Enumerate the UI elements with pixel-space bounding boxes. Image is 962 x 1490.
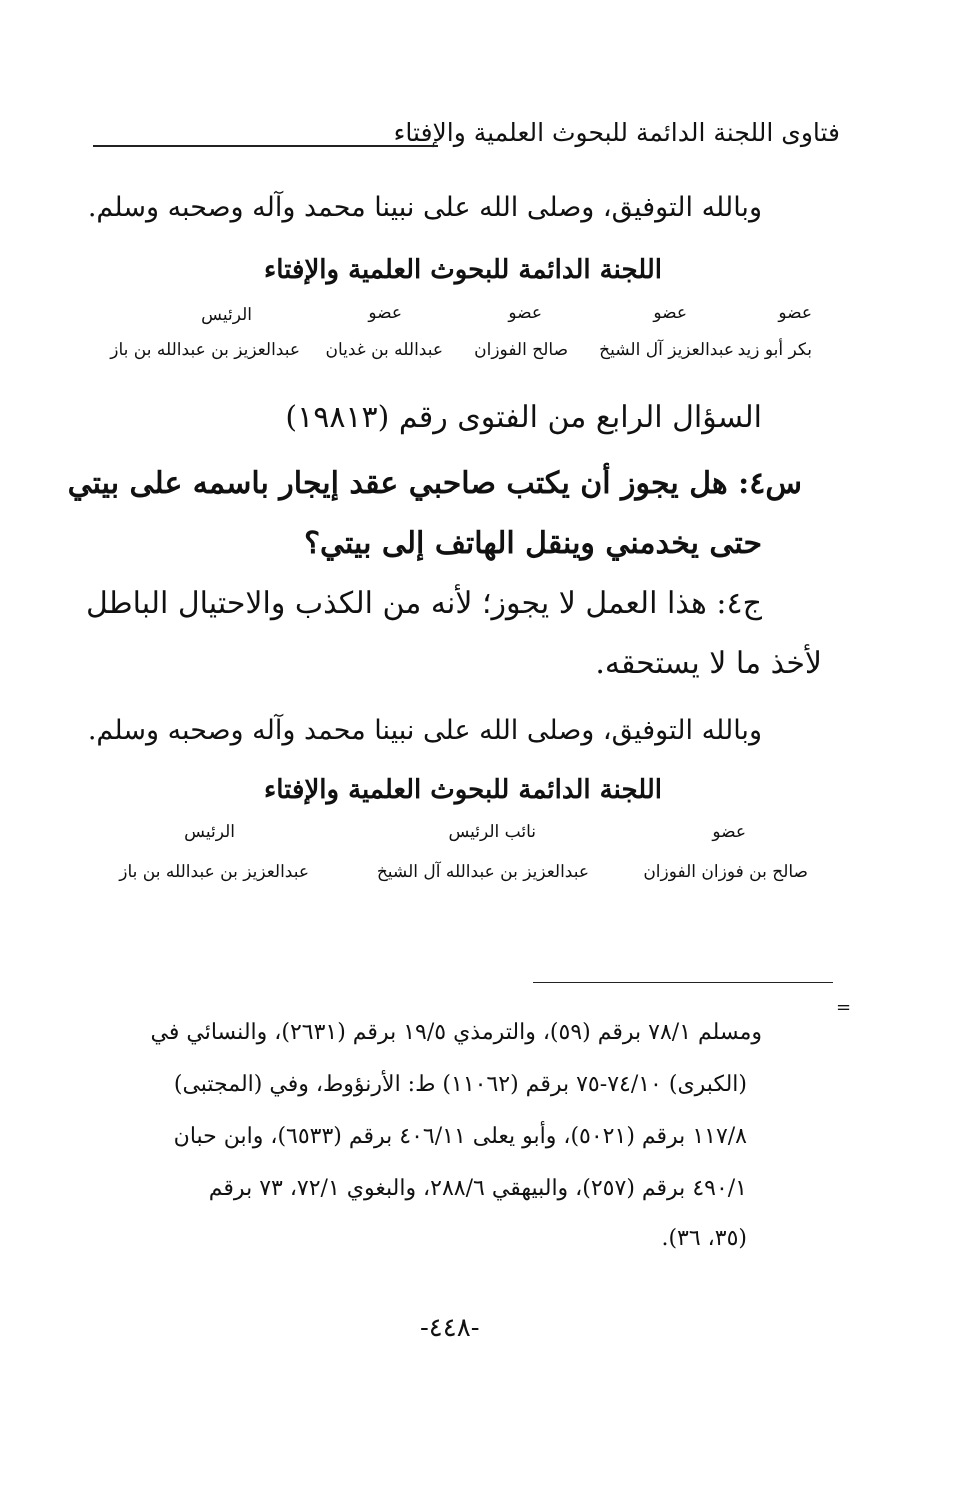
member-name: صالح بن فوزان الفوزان: [643, 862, 808, 882]
member-name: عبدالعزيز آل الشيخ: [599, 340, 734, 360]
member-role: الرئيس: [184, 822, 235, 842]
committee-name: اللجنة الدائمة للبحوث العلمية والإفتاء: [264, 255, 662, 285]
footnote-rule: [533, 982, 833, 983]
closing-line: وبالله التوفيق، وصلى الله على نبينا محمد وآله وصحبه وسلم.: [87, 715, 762, 746]
footnote-line: (٣٥، ٣٦).: [661, 1226, 747, 1251]
answer-line: ج٤: هذا العمل لا يجوز؛ لأنه من الكذب والاحتيال الباطل: [86, 586, 762, 621]
member-name: عبدالعزيز بن عبدالله بن باز: [119, 862, 309, 882]
question-line: حتى يخدمني وينقل الهاتف إلى بيتي؟: [304, 526, 762, 561]
member-role: عضو: [712, 822, 746, 842]
member-role: عضو: [368, 303, 402, 323]
question-line: س٤: هل يجوز أن يكتب صاحبي عقد إيجار باسمه على بيتي: [67, 466, 802, 501]
member-role: الرئيس: [201, 305, 252, 325]
answer-line: لأخذ ما لا يستحقه.: [595, 646, 822, 681]
footnote-line: ١١٧/٨ برقم (٥٠٢١)، وأبو يعلى ٤٠٦/١١ برقم (٦٥٣٣)، وابن حبان: [173, 1124, 747, 1149]
footnote-line: ومسلم ٧٨/١ برقم (٥٩)، والترمذي ١٩/٥ برقم (٢٦٣١)، والنسائي في: [150, 1020, 762, 1045]
committee-name: اللجنة الدائمة للبحوث العلمية والإفتاء: [264, 775, 662, 805]
page-number: -٤٤٨-: [420, 1313, 480, 1343]
member-name: عبدالعزيز بن عبدالله بن باز: [110, 340, 300, 360]
member-name: عبدالعزيز بن عبدالله آل الشيخ: [376, 862, 589, 882]
member-name: عبدالله بن غديان: [325, 340, 443, 360]
member-role: نائب الرئيس: [448, 822, 536, 842]
footnote-line: (الكبرى) ٧٤/١٠-٧٥ برقم (١١٠٦٢) ط: الأرنؤوط، وفي (المجتبى): [173, 1072, 747, 1097]
footnote-line: ٤٩٠/١ برقم (٢٥٧)، والبيهقي ٢٨٨/٦، والبغوي ٧٢/١، ٧٣ برقم: [208, 1176, 747, 1201]
footnote-continuation-marker: =: [836, 997, 852, 1018]
closing-line: وبالله التوفيق، وصلى الله على نبينا محمد وآله وصحبه وسلم.: [87, 192, 762, 223]
member-role: عضو: [508, 303, 542, 323]
member-role: عضو: [778, 303, 812, 323]
fatwa-heading: السؤال الرابع من الفتوى رقم (١٩٨١٣): [285, 400, 762, 435]
member-role: عضو: [653, 303, 687, 323]
running-header: فتاوى اللجنة الدائمة للبحوث العلمية والإفتاء: [393, 118, 840, 147]
member-name: صالح الفوزان: [474, 340, 568, 360]
member-name: بكر أبو زيد: [737, 340, 812, 360]
header-rule: [93, 145, 438, 147]
